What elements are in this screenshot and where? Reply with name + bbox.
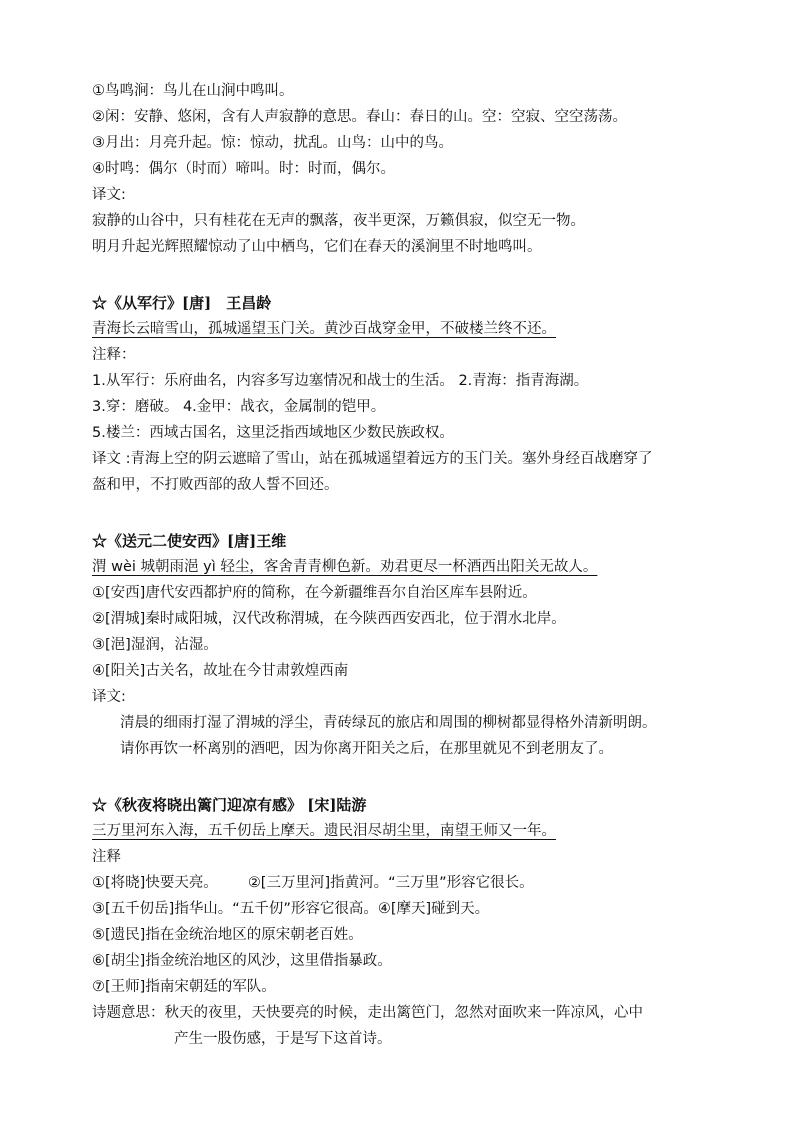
notes-label: 注释： (92, 347, 136, 363)
poem-title: ☆《秋夜将晓出篱门迎凉有感》 [宋]陆游 (92, 796, 367, 814)
note-line: ⑥[胡尘]指金统治地区的风沙，这里借指暴政。 (92, 953, 392, 969)
translation-line: 译文 :青海上空的阴云遮暗了雪山，站在孤城遥望着远方的玉门关。塞外身经百战磨穿了 (92, 451, 653, 467)
note-line: ①鸟鸣涧：鸟儿在山涧中鸣叫。 (92, 83, 294, 99)
title-meaning-line: 诗题意思：秋天的夜里，天快要亮的时候，走出篱笆门，忽然对面吹来一阵凉风，心中 (92, 1005, 643, 1021)
note-line: ⑦[王师]指南宋朝廷的军队。 (92, 979, 276, 995)
poem-text: 青海长云暗雪山，孤城遥望玉门关。黄沙百战穿金甲，不破楼兰终不还。 (92, 321, 556, 337)
note-line: 3.穿：磨破。 4.金甲：战衣，金属制的铠甲。 (92, 399, 386, 415)
translation-line: 盔和甲，不打败西部的敌人誓不回还。 (92, 477, 339, 493)
note-line: ④时鸣：偶尔（时而）啼叫。时：时而，偶尔。 (92, 161, 395, 177)
note-line: 5.楼兰：西域古国名，这里泛指西域地区少数民族政权。 (92, 425, 454, 441)
note-line: ⑤[遗民]指在金统治地区的原宋朝老百姓。 (92, 927, 363, 943)
translation-label: 译文: (92, 187, 126, 203)
section-qiuye (92, 792, 732, 1052)
note-line (92, 870, 732, 896)
note-item: ①[将晓]快要天亮。 (92, 875, 218, 891)
notes-label: 注释 (92, 849, 121, 865)
note-line: ③月出：月亮升起。惊：惊动，扰乱。山鸟：山中的鸟。 (92, 135, 453, 151)
translation-line: 清晨的细雨打湿了渭城的浮尘，青砖绿瓦的旅店和周围的柳树都显得格外清新明朗。 (120, 715, 657, 731)
note-line: 1.从军行：乐府曲名，内容多写边塞情况和战士的生活。 2.青海：指青海湖。 (92, 373, 589, 389)
note-line: ④[阳关]古关名，故址在今甘肃敦煌西南 (92, 663, 349, 679)
poem-title: ☆《从军行》[唐] 王昌龄 (92, 294, 272, 312)
note-line: ②[渭城]秦时咸阳城，汉代改称渭城，在今陕西西安西北，位于渭水北岸。 (92, 611, 566, 627)
section-congjunxing (92, 290, 732, 498)
translation-line: 寂静的山谷中，只有桂花在无声的飘落，夜半更深，万籁俱寂，似空无一物。 (92, 213, 585, 229)
section-birdsong-notes (92, 78, 732, 260)
note-line: ③[浥]湿润，沾湿。 (92, 637, 218, 653)
poem-text: 渭 wèi 城朝雨浥 yì 轻尘，客舍青青柳色新。劝君更尽一杯酒西出阳关无故人。 (92, 559, 598, 575)
note-line: ②闲：安静、悠闲，含有人声寂静的意思。春山：春日的山。空：空寂、空空荡荡。 (92, 109, 627, 125)
note-line: ①[安西]唐代安西都护府的简称，在今新疆维吾尔自治区库车县附近。 (92, 585, 537, 601)
poem-text: 三万里河东入海，五千仞岳上摩天。遗民泪尽胡尘里，南望王师又一年。 (92, 823, 556, 839)
title-meaning-line: 产生一股伤感，于是写下这首诗。 (174, 1031, 392, 1047)
translation-line: 请你再饮一杯离别的酒吧，因为你离开阳关之后，在那里就见不到老朋友了。 (120, 741, 613, 757)
document-page (92, 78, 732, 1052)
translation-label: 译文: (92, 689, 126, 705)
translation-line: 明月升起光辉照耀惊动了山中栖鸟，它们在春天的溪涧里不时地鸣叫。 (92, 239, 542, 255)
note-line: ③[五千仞岳]指华山。“五千仞”形容它很高。④[摩天]碰到天。 (92, 901, 490, 917)
poem-title: ☆《送元二使安西》[唐]王维 (92, 532, 287, 550)
section-songyuaner (92, 528, 732, 762)
note-item: ②[三万里河]指黄河。“三万里”形容它很长。 (247, 875, 534, 891)
